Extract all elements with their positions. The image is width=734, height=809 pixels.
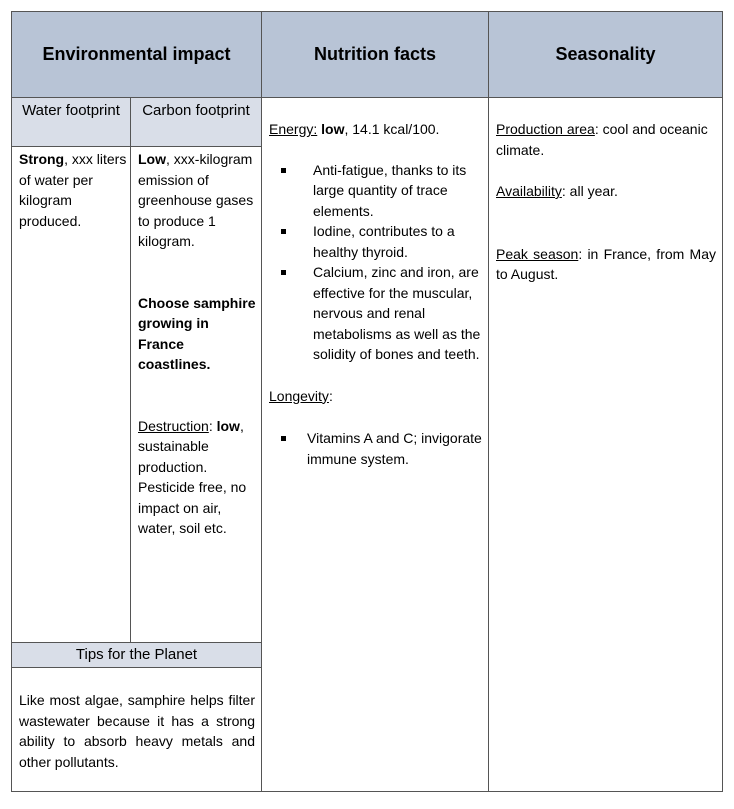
energy-label: Energy: bbox=[269, 121, 318, 137]
header-environmental-label: Environmental impact bbox=[42, 44, 231, 64]
subheader-tips bbox=[12, 643, 261, 667]
benefit-item: Anti-fatigue, thanks to its large quantity of trace elements. bbox=[269, 160, 483, 222]
destruction-label: Destruction bbox=[138, 417, 209, 434]
water-footprint-cell bbox=[19, 149, 127, 231]
destruction-strength: low bbox=[216, 417, 240, 434]
longevity-label: Longevity bbox=[269, 387, 329, 404]
header-seasonality bbox=[489, 12, 722, 97]
destruction-separator: : bbox=[208, 417, 213, 434]
header-seasonality-label: Seasonality bbox=[555, 44, 656, 64]
longevity-item: Vitamins A and C; invigorate immune system. bbox=[269, 428, 483, 469]
peak-season-label: Peak season bbox=[496, 245, 579, 262]
subcolumn-divider bbox=[130, 98, 131, 642]
longevity-list bbox=[269, 428, 483, 469]
column-divider-2 bbox=[488, 12, 489, 791]
header-nutrition-facts bbox=[262, 12, 488, 97]
tips-divider bbox=[12, 667, 261, 668]
production-area-label: Production area bbox=[496, 121, 595, 137]
tips-text: Like most algae, samphire helps filter wastewater because it has a strong ability to absorb heavy metals and other pollutants. bbox=[19, 692, 255, 770]
header-nutrition-label: Nutrition facts bbox=[313, 44, 436, 64]
subheader-water-footprint bbox=[12, 98, 130, 146]
tips-header-label: Tips for the Planet bbox=[75, 646, 198, 663]
longevity-separator: : bbox=[328, 387, 333, 404]
availability-label: Availability bbox=[496, 183, 562, 199]
column-divider-1 bbox=[261, 12, 262, 791]
carbon-text: , xxx-kilogram emission of greenhouse gases to produce 1 kilogram. bbox=[138, 151, 254, 249]
water-footprint-label: Water footprint bbox=[22, 102, 120, 119]
longevity-heading bbox=[269, 386, 483, 407]
carbon-footprint-label: Carbon footprint bbox=[142, 102, 250, 119]
water-strength: Strong bbox=[19, 151, 65, 167]
peak-season-text: : in France, from May to August. bbox=[496, 245, 716, 282]
subheader-carbon-footprint bbox=[131, 98, 261, 146]
energy-level: low bbox=[321, 121, 345, 137]
availability-text: : all year. bbox=[561, 183, 618, 199]
destruction-text: , sustainable production. Pesticide free, no impact on air, water, soil etc. bbox=[138, 417, 247, 536]
carbon-advice: Choose samphire growing in France coastlines. bbox=[138, 294, 256, 372]
carbon-strength: Low bbox=[138, 151, 166, 167]
seasonality-cell bbox=[496, 119, 716, 285]
benefit-item: Calcium, zinc and iron, are effective for the muscular, nervous and renal metabolisms as well as the solidity of bones and teeth. bbox=[269, 262, 483, 365]
subheader-divider bbox=[12, 146, 261, 147]
benefits-list bbox=[269, 160, 483, 365]
energy-value: , 14.1 kcal/100. bbox=[344, 121, 440, 137]
production-area-text: : cool and oceanic climate. bbox=[496, 121, 708, 158]
nutrition-cell bbox=[269, 119, 483, 469]
carbon-footprint-cell bbox=[138, 149, 256, 539]
info-table bbox=[11, 11, 723, 792]
benefit-item: Iodine, contributes to a healthy thyroid. bbox=[269, 221, 483, 262]
header-environmental-impact bbox=[12, 12, 261, 97]
water-text: , xxx liters of water per kilogram produced. bbox=[19, 151, 127, 229]
destruction-paragraph bbox=[138, 416, 256, 539]
